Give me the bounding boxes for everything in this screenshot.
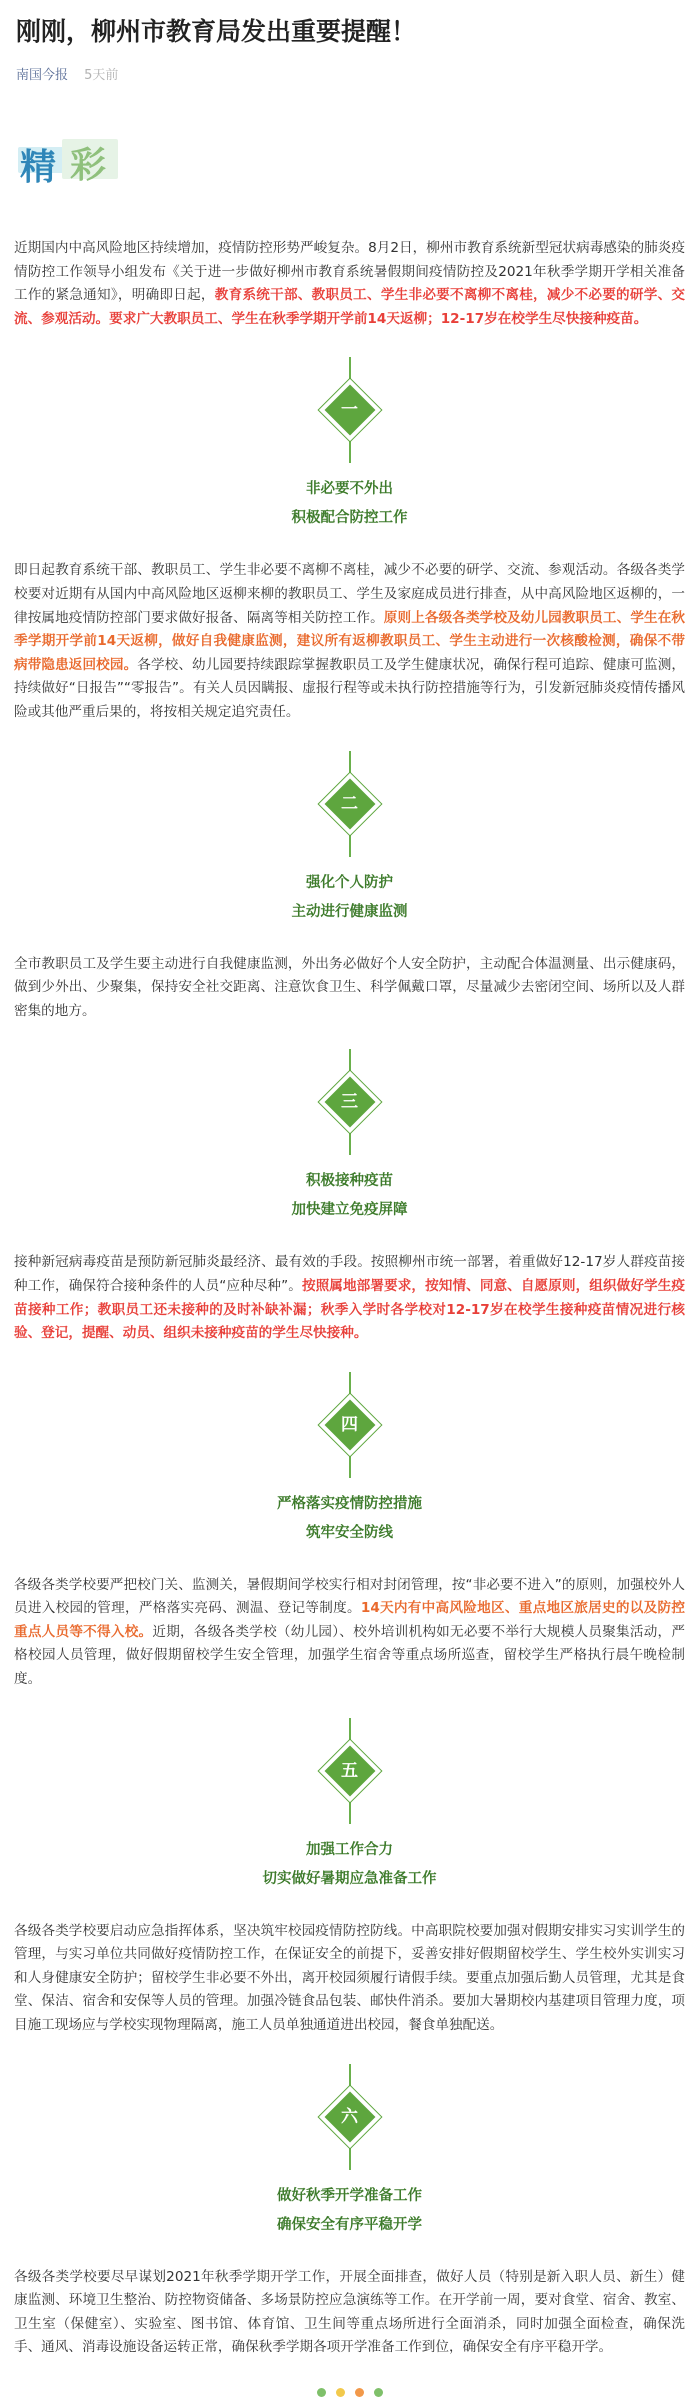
section-2-body: 全市教职员工及学生要主动进行自我健康监测，外出务必做好个人安全防护，主动配合体温测量、出示健康码，做到少外出、少聚集，保持安全社交距离、注意饮食卫生、科学佩戴口罩，尽量减少去密闭空间、场所以及人群密集的地方。 [14,955,685,1019]
footer-dot [336,2388,345,2397]
article-time: 5天前 [84,68,119,83]
section-5-title-line1: 加强工作合力 [306,1841,393,1858]
section-4-number: 四 [341,1414,358,1435]
section-6-body: 各级各类学校要尽早谋划2021年秋季学期开学工作，开展全面排查，做好人员（特别是新入职人员、新生）健康监测、环境卫生整治、防控物资储备、多场景防控应急演练等工作。在开学前一周，要对食堂、宿舍、教室、卫生室（保健室）、实验室、图书馆、体育馆、卫生间等重点场所进行全面消杀，同时加强全面检查，确保洗手、通风、消毒设施设备运转正常，确保秋季学期各项开学准备工作到位，确保安全有序平稳开学。 [14,2268,685,2356]
section-3-title-line2: 加快建立免疫屏障 [291,1202,408,1219]
section-3-number: 三 [341,1092,358,1113]
article-source-link[interactable]: 南国今报 [16,68,69,83]
section-3-header [0,1049,699,1223]
section-2-header [0,751,699,925]
section-5-badge [319,1740,381,1802]
jingcai-banner [18,131,128,191]
article-title: 刚刚，柳州市教育局发出重要提醒！ [16,17,417,46]
section-6-number: 六 [341,2106,358,2127]
section-1-badge [319,379,381,441]
section-5-header [0,1718,699,1892]
section-3-highlight: 按照属地部署要求，按知情、同意、自愿原则，组织做好学生疫苗接种工作；教职员工还未接种的及时补缺补漏；秋季入学时各学校对12-17岁在校学生接种疫苗情况进行核验、登记，提醒、动员、组织未接种疫苗的学生尽快接种。 [14,1277,685,1342]
intro-text: 近期国内中高风险地区持续增加，疫情防控形势严峻复杂。8月2日，柳州市教育系统新型冠状病毒感染的肺炎疫情防控工作领导小组发布《关于进一步做好柳州市教育系统暑假期间疫情防控及2021年秋季学期开学相关准备工作的紧急通知》，明确即日起， [14,240,685,304]
section-3-title-line1: 积极接种疫苗 [306,1173,393,1190]
intro-highlight: 教育系统干部、教职员工、学生非必要不离柳不离桂，减少不必要的研学、交流、参观活动。要求广大教职员工、学生在秋季学期开学前14天返柳；12-17岁在校学生尽快接种疫苗。 [14,287,685,327]
section-3-body: 接种新冠病毒疫苗是预防新冠肺炎最经济、最有效的手段。按照柳州市统一部署，着重做好12-17岁人群疫苗接种工作，确保符合接种条件的人员“应种尽种”。按照属地部署要求，按知情、同意、自愿原则，组织做好学生疫苗接种工作；教职员工还未接种的及时补缺补漏；秋季入学时各学校对12-17岁在校学生接种疫苗情况进行核验、登记，提醒、动员、组织未接种疫苗的学生尽快接种。 [14,1254,685,1342]
section-1-header [0,357,699,531]
footer-dot [355,2388,364,2397]
section-2-number: 二 [341,793,358,814]
section-5-number: 五 [341,1760,358,1781]
section-1-body: 即日起教育系统干部、教职员工、学生非必要不离柳不离桂，减少不必要的研学、交流、参观活动。各级各类学校要对近期有从国内中高风险地区返柳来柳的教职员工、学生及家庭成员进行排查，从中高风险地区返柳的，一律按属地疫情防控部门要求做好报备、隔离等相关防控工作。原则上各级各类学校及幼儿园教职员工、学生在秋季学期开学前14天返柳，做好自我健康监测，建议所有返柳教职员工、学生主动进行一次核酸检测，确保不带病带隐患返回校园。各学校、幼儿园要持续跟踪掌握教职员工及学生健康状况，确保行程可追踪、健康可监测，持续做好“日报告”“零报告”。有关人员因瞒报、虚报行程等或未执行防控措施等行为，引发新冠肺炎疫情传播风险或其他严重后果的，将按相关规定追究责任。 [14,562,686,720]
section-1-title-line1: 非必要不外出 [306,481,393,498]
section-4-body: 各级各类学校要严把校门关、监测关，暑假期间学校实行相对封闭管理，按“非必要不进入”的原则，加强校外人员进入校园的管理，严格落实亮码、测温、登记等制度。14天内有中高风险地区、重点地区旅居史的以及防控重点人员等不得入校。近期，各级各类学校（幼儿园）、校外培训机构如无必要不举行大规模人员聚集活动，严格校园人员管理，做好假期留校学生安全管理，加强学生宿舍等重点场所巡查，留校学生严格执行晨午晚检制度。 [14,1576,686,1688]
section-4-badge [319,1394,381,1456]
banner-char-jing: 精 [20,146,57,188]
section-1-number: 一 [341,400,358,421]
footer-dot [374,2388,383,2397]
section-6-badge [319,2086,381,2148]
section-3-badge [319,1071,381,1133]
section-4-title-line2: 筑牢安全防线 [306,1524,393,1541]
article-meta [0,50,699,83]
section-1-highlight: 原则上各级各类学校及幼儿园教职员工、学生在秋季学期开学前14天返柳，做好自我健康监测，建议所有返柳教职员工、学生主动进行一次核酸检测，确保不带病带隐患返回校园。 [14,609,686,673]
section-6-title-line2: 确保安全有序平稳开学 [277,2216,422,2233]
section-4-highlight: 14天内有中高风险地区、重点地区旅居史的以及防控重点人员等不得入校。 [14,1600,686,1640]
section-2-title-line2: 主动进行健康监测 [291,903,408,920]
section-2-badge [319,773,381,835]
section-6-title-line1: 做好秋季开学准备工作 [277,2187,422,2204]
section-2-title-line1: 强化个人防护 [306,874,393,891]
banner-char-cai: 彩 [70,144,107,186]
footer-divider [0,2382,699,2402]
intro-paragraph [0,237,699,331]
section-1-title-line2: 积极配合防控工作 [291,510,408,527]
section-5-body: 各级各类学校要启动应急指挥体系，坚决筑牢校园疫情防控防线。中高职院校要加强对假期安排实习实训学生的管理，与实习单位共同做好疫情防控工作，在保证安全的前提下，妥善安排好假期留校学生、学生校外实训实习和人身健康安全防护；留校学生非必要不外出，离开校园须履行请假手续。要重点加强后勤人员管理，尤其是食堂、保洁、宿舍和安保等人员的管理。加强冷链食品包装、邮快件消杀。要加大暑期校内基建项目管理力度，项目施工现场应与学校实现物理隔离，施工人员单独通道进出校园，餐食单独配送。 [14,1922,685,2034]
section-4-header [0,1372,699,1546]
footer-dot [317,2388,326,2397]
section-4-title-line1: 严格落实疫情防控措施 [277,1495,422,1512]
section-5-title-line2: 切实做好暑期应急准备工作 [262,1870,437,1887]
section-6-header [0,2064,699,2238]
